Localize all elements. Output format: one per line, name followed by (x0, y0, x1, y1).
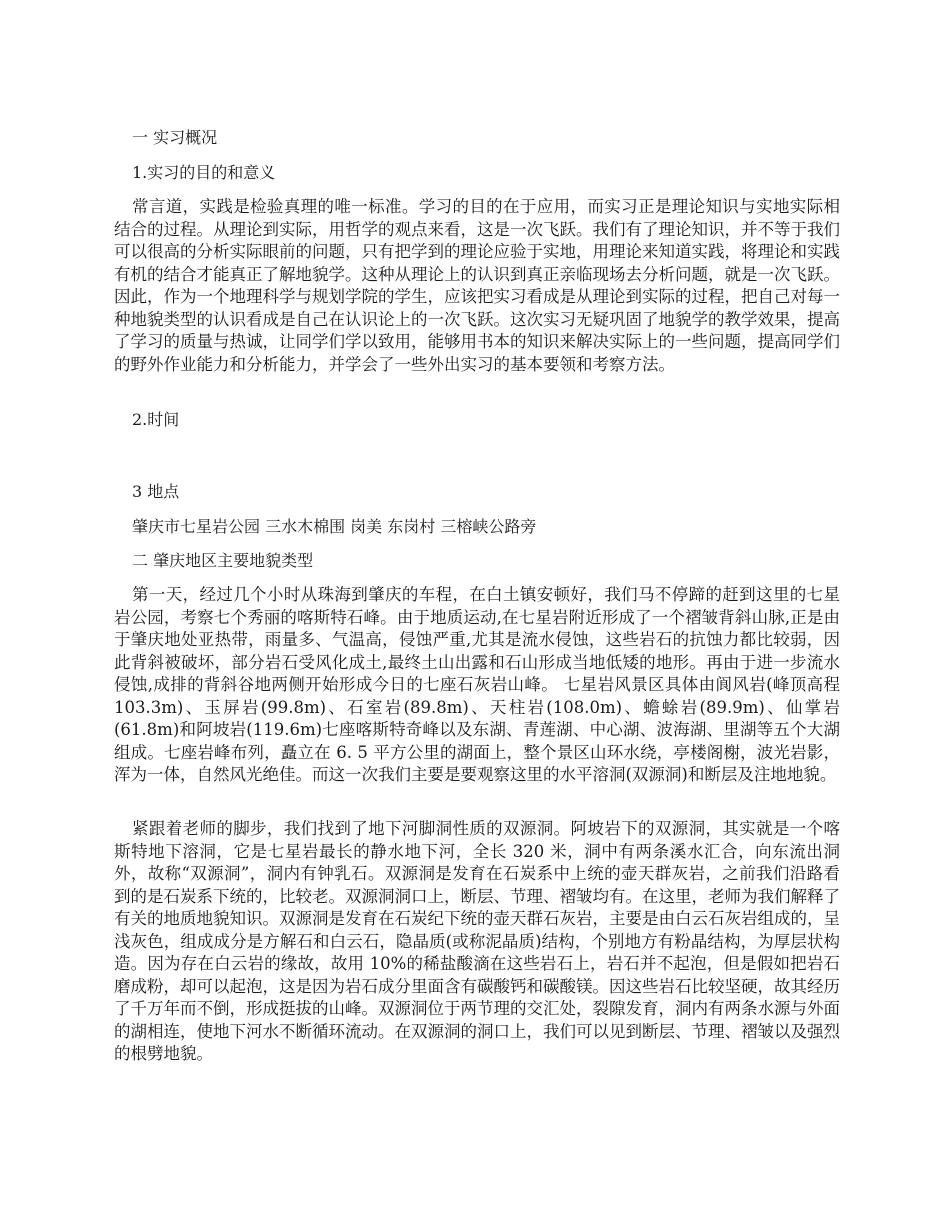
subsection-title-location: 3 地点 (132, 482, 180, 501)
paragraph-purpose: 常言道，实践是检验真理的唯一标准。学习的目的在于应用，而实习正是理论知识与实地实际相结合的过程。从理论到实际，用哲学的观点来看，这是一次飞跃。我们有了理论知识，并不等于我们可以很高的分析实际眼前的问题，只有把学到的理论应验于实地，用理论来知道实践，将理论和实践有机的结合才能真正了解地貌学。这种从理论上的认识到真正亲临现场去分析问题，就是一次飞跃。因此，作为一个地理科学与规划学院的学生，应该把实习看成是从理论到实际的过程，把自己对每一种地貌类型的认识看成是自己在认识论上的一次飞跃。这次实习无疑巩固了地貌学的教学效果，提高了学习的质量与热诚，让同学们学以致用，能够用书本的知识来解决实际上的一些问题，提高同学们的野外作业能力和分析能力，并学会了一些外出实习的基本要领和考察方法。 (114, 197, 840, 374)
section-title-landforms: 二 肇庆地区主要地貌类型 (132, 551, 314, 570)
paragraph-shuangyuan-cave: 紧跟着老师的脚步，我们找到了地下河脚洞性质的双源洞。阿坡岩下的双源洞，其实就是一个喀斯特地下溶洞，它是七星岩最长的静水地下河，全长 320 米，洞中有两条溪水汇合，向东流出洞外，故称“双源洞”，洞内有钟乳石。双源洞是发育在石炭系中上统的壶天群灰岩，之前我们沿路看到的是石炭系下统的，比较老。双源洞洞口上，断层、节理、褶皱均有。在这里，老师为我们解释了有关的地质地貌知识。双源洞是发育在石炭纪下统的壶天群石灰岩，主要是由白云石灰岩组成的，呈浅灰色，组成成分是方解石和白云石，隐晶质(或称泥晶质)结构，个别地方有粉晶结构，为厚层状构造。因为存在白云岩的缘故，故用 10%的稀盐酸滴在这些岩石上，岩石并不起泡，但是假如把岩石磨成粉，却可以起泡，这是因为岩石成分里面含有碳酸钙和碳酸镁。因这些岩石比较坚硬，故其经历了千万年而不倒，形成挺拔的山峰。双源洞位于两节理的交汇处，裂隙发育，洞内有两条水源与外面的湖相连，使地下河水不断循环流动。在双源洞的洞口上，我们可以见到断层、节理、褶皱以及强烈的根劈地貌。 (114, 819, 840, 1063)
location-line: 肇庆市七星岩公园 三水木棉围 岗美 东岗村 三榕峡公路旁 (132, 517, 537, 536)
paragraph-day-one: 第一天，经过几个小时从珠海到肇庆的车程，在白土镇安顿好，我们马不停蹄的赶到这里的七星岩公园，考察七个秀丽的喀斯特石峰。由于地质运动,在七星岩附近形成了一个褶皱背斜山脉,正是由于肇庆地处亚热带，雨量多、气温高，侵蚀严重,尤其是流水侵蚀，这些岩石的抗蚀力都比较弱，因此背斜被破坏，部分岩石受风化成土,最终土山出露和石山形成当地低矮的地形。再由于进一步流水侵蚀,成排的背斜谷地两侧开始形成今日的七座石灰岩山峰。 七星岩风景区具体由阆风岩(峰顶高程 103.3m)、玉屏岩(99.8m)、石室岩(89.8m)、天柱岩(108.0m)、蟾蜍岩(89.9m)、仙掌岩(61.8m)和阿坡岩(119.6m)七座喀斯特奇峰以及东湖、青莲湖、中心湖、波海湖、里湖等五个大湖组成。七座岩峰布列，矗立在 6. 5 平方公里的湖面上，整个景区山环水绕，亭楼阁榭，波光岩影，浑为一体，自然风光绝佳。而这一次我们主要是要观察这里的水平溶洞(双源洞)和断层及注地地貌。 (114, 585, 840, 784)
subsection-title-purpose: 1.实习的目的和意义 (132, 163, 276, 182)
section-title-overview: 一 实习概况 (132, 128, 218, 147)
subsection-title-time: 2.时间 (132, 410, 180, 429)
